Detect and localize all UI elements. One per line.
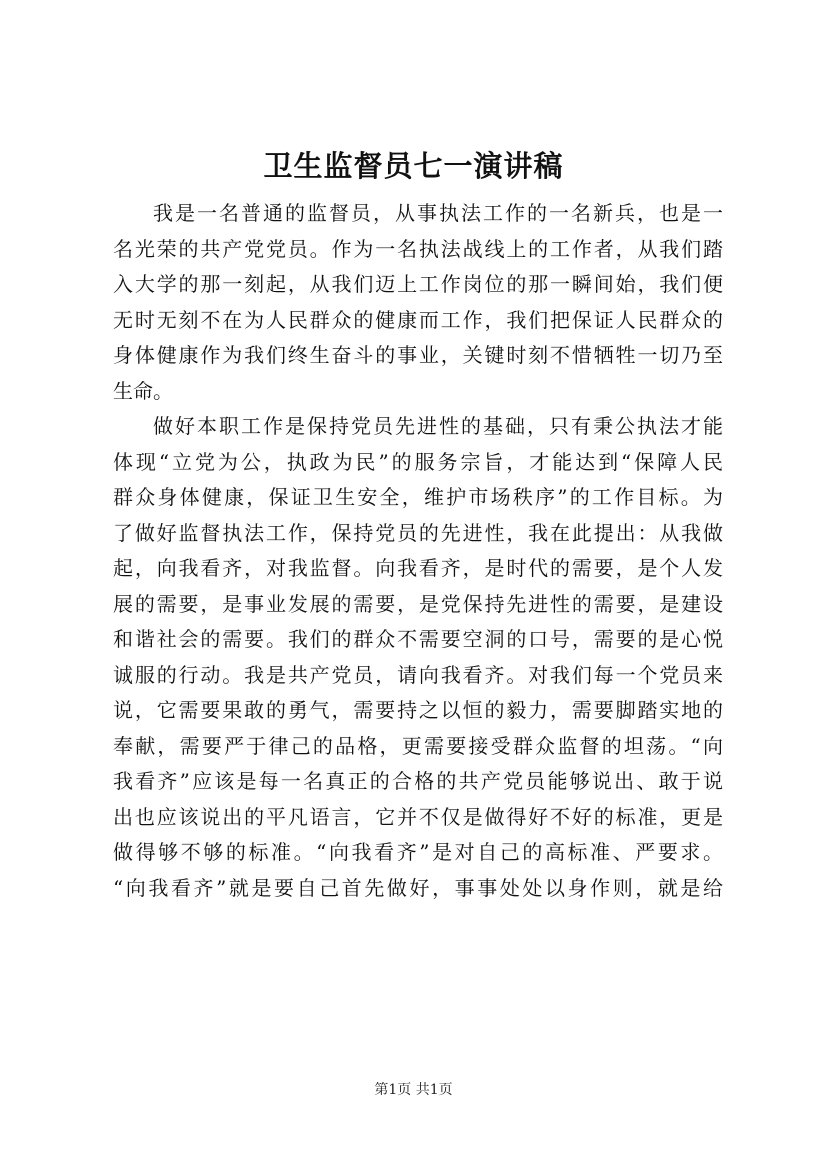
paragraph-line: 说，它需要果敢的勇气，需要持之以恒的毅力，需要脚踏实地的 xyxy=(113,698,723,722)
document-body xyxy=(113,196,723,906)
paragraph-line: 奉献，需要严于律己的品格，更需要接受群众监督的坦荡。“向 xyxy=(113,733,723,758)
page-footer: 第1页 共1页 xyxy=(374,1082,453,1098)
paragraph-line: 出也应该说出的平凡语言，它并不仅是做得好不好的标准，更是 xyxy=(113,804,723,829)
paragraph-line: 做得够不够的标准。“向我看齐”是对自己的高标准、严要求。 xyxy=(113,840,723,864)
paragraph-line: 和谐社会的需要。我们的群众不需要空洞的口号，需要的是心悦 xyxy=(113,627,723,651)
paragraph-line: 起，向我看齐，对我监督。向我看齐，是时代的需要，是个人发 xyxy=(113,556,723,580)
paragraph-line: “向我看齐”就是要自己首先做好，事事处处以身作则，就是给 xyxy=(113,875,723,900)
paragraph-line: 身体健康作为我们终生奋斗的事业，关键时刻不惜牺牲一切乃至 xyxy=(113,343,723,367)
paragraph-line: 了做好监督执法工作，保持党员的先进性，我在此提出：从我做 xyxy=(113,520,723,545)
paragraph-line: 我是一名普通的监督员，从事执法工作的一名新兵，也是一 xyxy=(153,201,723,225)
document-title: 卫生监督员七一演讲稿 xyxy=(263,149,564,183)
paragraph-line: 展的需要，是事业发展的需要，是党保持先进性的需要，是建设 xyxy=(113,591,723,616)
paragraph-line: 我看齐”应该是每一名真正的合格的共产党员能够说出、敢于说 xyxy=(113,769,723,793)
paragraph-line: 生命。 xyxy=(113,378,173,403)
paragraph-line: 名光荣的共产党党员。作为一名执法战线上的工作者，从我们踏 xyxy=(113,236,723,261)
paragraph-line: 诚服的行动。我是共产党员，请向我看齐。对我们每一个党员来 xyxy=(113,662,723,687)
paragraph-line: 群众身体健康，保证卫生安全，维护市场秩序”的工作目标。为 xyxy=(113,485,723,509)
paragraph-line: 无时无刻不在为人民群众的健康而工作，我们把保证人民群众的 xyxy=(113,307,723,332)
paragraph-line: 体现“立党为公，执政为民”的服务宗旨，才能达到“保障人民 xyxy=(113,449,723,474)
paragraph-line: 入大学的那一刻起，从我们迈上工作岗位的那一瞬间始，我们便 xyxy=(113,272,723,296)
paragraph-line: 做好本职工作是保持党员先进性的基础，只有秉公执法才能 xyxy=(153,414,723,438)
